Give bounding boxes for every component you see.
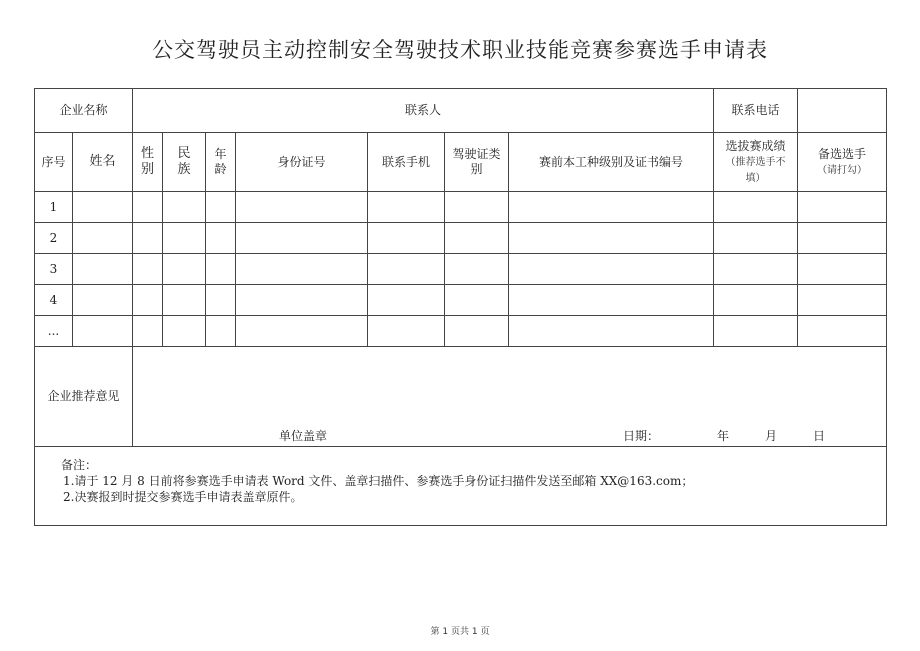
cell-name[interactable] (73, 254, 133, 285)
stamp-label: 单位盖章 (279, 429, 328, 443)
notes-label: 备注： (61, 458, 98, 472)
row-seq: ... (35, 316, 73, 347)
opinion-field[interactable] (133, 347, 887, 447)
cell-mobile[interactable] (368, 254, 445, 285)
cell-id-number[interactable] (236, 254, 368, 285)
company-row (35, 89, 887, 133)
cell-gender[interactable] (133, 285, 163, 316)
cell-license[interactable] (445, 223, 509, 254)
cell-pre-grade[interactable] (509, 254, 714, 285)
header-license: 驾驶证类 别 (445, 133, 509, 192)
row-seq: 4 (35, 285, 73, 316)
cell-id-number[interactable] (236, 316, 368, 347)
cell-id-number[interactable] (236, 285, 368, 316)
cell-alternate[interactable] (798, 285, 887, 316)
phone-label: 联系电话 (714, 89, 798, 133)
cell-pre-grade[interactable] (509, 223, 714, 254)
date-day: 日 (813, 429, 826, 443)
stamp-line (133, 428, 886, 444)
cell-gender[interactable] (133, 316, 163, 347)
cell-mobile[interactable] (368, 192, 445, 223)
page-footer: 第 1 页共 1 页 (430, 627, 490, 637)
cell-name[interactable] (73, 316, 133, 347)
header-row (35, 133, 887, 192)
header-name: 姓名 (73, 133, 133, 192)
cell-license[interactable] (445, 316, 509, 347)
header-mobile: 联系手机 (368, 133, 445, 192)
cell-mobile[interactable] (368, 285, 445, 316)
cell-name[interactable] (73, 192, 133, 223)
notes-item: 2.决赛报到时提交参赛选手申请表盖章原件。 (63, 490, 303, 505)
table-row (35, 223, 887, 254)
row-seq: 1 (35, 192, 73, 223)
cell-selection[interactable] (714, 223, 798, 254)
cell-license[interactable] (445, 254, 509, 285)
notes-item: 1.请于 12 月 8 日前将参赛选手申请表 Word 文件、盖章扫描件、参赛选手身份证扫描件发送至邮箱 XX@163.com； (63, 474, 694, 489)
table-row (35, 316, 887, 347)
row-seq: 2 (35, 223, 73, 254)
cell-alternate[interactable] (798, 254, 887, 285)
cell-alternate[interactable] (798, 223, 887, 254)
phone-value[interactable] (798, 89, 887, 133)
notes-row (35, 447, 887, 526)
table-row (35, 285, 887, 316)
header-ethnicity: 民 族 (163, 133, 206, 192)
cell-gender[interactable] (133, 223, 163, 254)
header-id-number: 身份证号 (236, 133, 368, 192)
cell-id-number[interactable] (236, 192, 368, 223)
cell-age[interactable] (206, 254, 236, 285)
cell-selection[interactable] (714, 316, 798, 347)
header-selection: 选拔赛成绩 （推荐选手不 填） (714, 133, 798, 192)
header-pre-grade: 赛前本工种级别及证书编号 (509, 133, 714, 192)
header-alternate: 备选选手 （请打勾） (798, 133, 887, 192)
cell-gender[interactable] (133, 192, 163, 223)
cell-mobile[interactable] (368, 223, 445, 254)
application-table (34, 88, 887, 526)
cell-mobile[interactable] (368, 316, 445, 347)
cell-alternate[interactable] (798, 192, 887, 223)
table-row (35, 192, 887, 223)
cell-selection[interactable] (714, 285, 798, 316)
cell-license[interactable] (445, 192, 509, 223)
cell-gender[interactable] (133, 254, 163, 285)
cell-pre-grade[interactable] (509, 192, 714, 223)
cell-alternate[interactable] (798, 316, 887, 347)
contact-label: 联系人 (133, 89, 714, 133)
form-title: 公交驾驶员主动控制安全驾驶技术职业技能竞赛参赛选手申请表 (152, 38, 768, 62)
cell-ethnicity[interactable] (163, 316, 206, 347)
cell-ethnicity[interactable] (163, 192, 206, 223)
cell-ethnicity[interactable] (163, 223, 206, 254)
row-seq: 3 (35, 254, 73, 285)
cell-age[interactable] (206, 192, 236, 223)
opinion-label: 企业推荐意见 (35, 347, 133, 447)
header-seq: 序号 (35, 133, 73, 192)
cell-license[interactable] (445, 285, 509, 316)
date-label: 日期： (623, 429, 660, 443)
cell-selection[interactable] (714, 192, 798, 223)
header-gender: 性 别 (133, 133, 163, 192)
date-year: 年 (717, 429, 730, 443)
cell-pre-grade[interactable] (509, 316, 714, 347)
company-label: 企业名称 (35, 89, 133, 133)
cell-pre-grade[interactable] (509, 285, 714, 316)
date-month: 月 (765, 429, 778, 443)
opinion-row (35, 347, 887, 447)
cell-id-number[interactable] (236, 223, 368, 254)
cell-selection[interactable] (714, 254, 798, 285)
cell-age[interactable] (206, 285, 236, 316)
table-row (35, 254, 887, 285)
notes-cell (35, 447, 887, 526)
header-age: 年 龄 (206, 133, 236, 192)
cell-name[interactable] (73, 285, 133, 316)
cell-ethnicity[interactable] (163, 254, 206, 285)
cell-name[interactable] (73, 223, 133, 254)
cell-ethnicity[interactable] (163, 285, 206, 316)
cell-age[interactable] (206, 316, 236, 347)
cell-age[interactable] (206, 223, 236, 254)
